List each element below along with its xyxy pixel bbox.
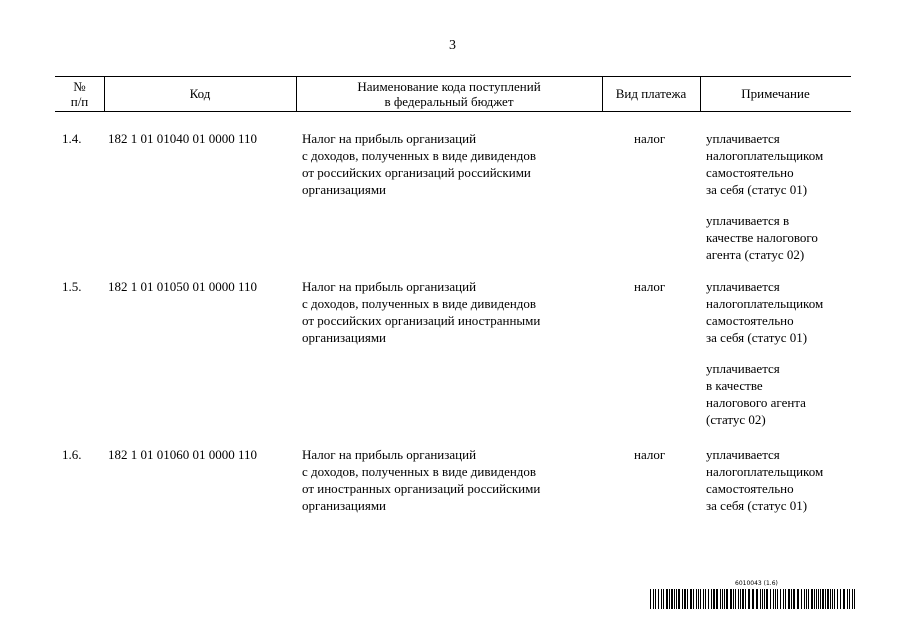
row-name: Налог на прибыль организаций с доходов, полученных в виде дивидендов от российских организаций иностранными организациями <box>302 279 541 345</box>
row-payment-type: налог <box>634 447 666 462</box>
row-code: 182 1 01 01050 01 0000 110 <box>108 279 258 294</box>
row-code: 182 1 01 01040 01 0000 110 <box>108 131 258 146</box>
row-note: уплачивается в качестве налогового агента (статус 02) <box>706 213 818 262</box>
row-payment-type: налог <box>634 131 666 146</box>
header-payment-type: Вид платежа <box>615 86 687 101</box>
barcode-label: 6010043 (1.6) <box>735 580 778 587</box>
header-bottom-rule <box>55 111 851 112</box>
row-code: 182 1 01 01060 01 0000 110 <box>108 447 258 462</box>
row-num: 1.4. <box>62 131 82 146</box>
row-note: уплачивается налогоплательщиком самостоятельно за себя (статус 01) <box>706 447 824 513</box>
page-number: 3 <box>449 38 456 53</box>
row-note: уплачивается в качестве налогового агента (статус 02) <box>706 361 806 427</box>
barcode <box>650 589 855 609</box>
row-payment-type: налог <box>634 279 666 294</box>
row-num: 1.5. <box>62 279 82 294</box>
row-name: Налог на прибыль организаций с доходов, полученных в виде дивидендов от иностранных организаций российскими организациями <box>302 447 541 513</box>
row-note: уплачивается налогоплательщиком самостоятельно за себя (статус 01) <box>706 131 824 197</box>
header-name: Наименование кода поступлений в федеральный бюджет <box>357 78 541 109</box>
header-note: Примечание <box>741 86 810 101</box>
header-num: № п/п <box>70 78 89 109</box>
row-note: уплачивается налогоплательщиком самостоятельно за себя (статус 01) <box>706 279 824 345</box>
header-code: Код <box>189 86 211 101</box>
row-name: Налог на прибыль организаций с доходов, полученных в виде дивидендов от российских организаций российскими организациями <box>302 131 537 197</box>
row-num: 1.6. <box>62 447 82 462</box>
